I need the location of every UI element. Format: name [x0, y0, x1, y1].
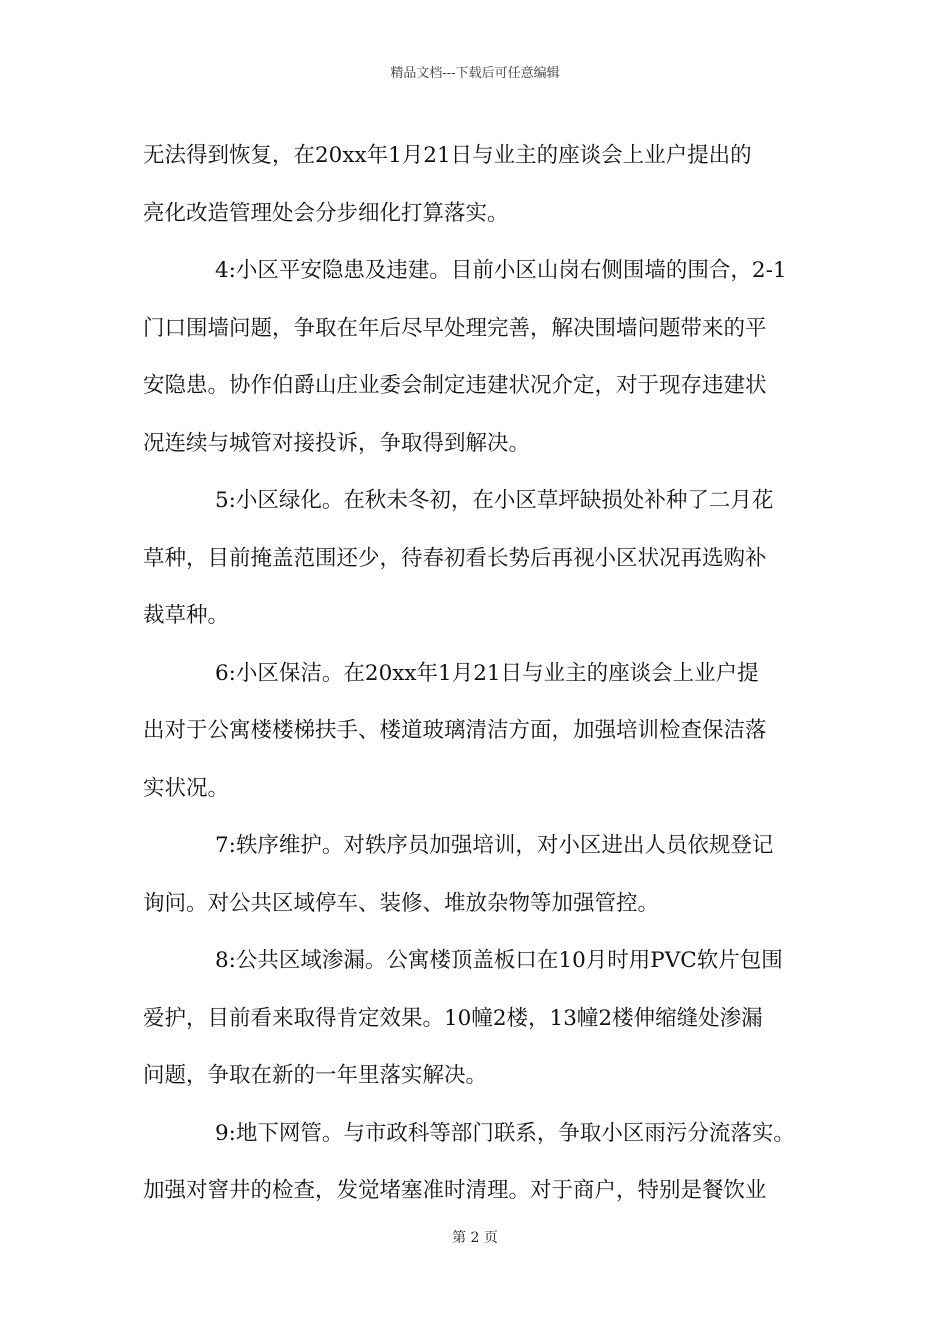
- text-line: 安隐患。协作伯爵山庄业委会制定违建状况介定，对于现存违建状: [143, 373, 767, 398]
- text-line: 8:公共区域渗漏。公寓楼顶盖板口在10月时用PVC软片包围: [215, 948, 783, 973]
- text-line: 问题，争取在新的一年里落实解决。: [143, 1063, 488, 1088]
- text-line: 6:小区保洁。在20xx年1月21日与业主的座谈会上业户提: [215, 660, 759, 686]
- text-line: 裁草种。: [143, 603, 230, 628]
- text-line: 无法得到恢复，在20xx年1月21日与业主的座谈会上业户提出的: [143, 143, 752, 168]
- text-line: 况连续与城管对接投诉，争取得到解决。: [143, 430, 531, 456]
- text-line: 门口围墙问题，争取在年后尽早处理完善，解决围墙问题带来的平: [143, 315, 767, 341]
- text-line: 5:小区绿化。在秋未冬初，在小区草坪缺损处补种了二月花: [215, 488, 774, 513]
- text-line: 9:地下网管。与市政科等部门联系，争取小区雨污分流落实。: [215, 1120, 795, 1146]
- text-line: 草种，目前掩盖范围还少，待春初看长势后再视小区状况再选购补: [143, 545, 767, 571]
- text-line: 实状况。: [143, 775, 230, 801]
- text-line: 出对于公寓楼楼梯扶手、楼道玻璃清洁方面，加强培训检查保洁落: [143, 718, 767, 743]
- text-line: 加强对窨井的检查，发觉堵塞准时清理。对于商户，特别是餐饮业: [143, 1178, 767, 1203]
- text-line: 4:小区平安隐患及违建。目前小区山岗右侧围墙的围合，2-1: [215, 258, 787, 283]
- text-line: 7:轶序维护。对轶序员加强培训，对小区进出人员依规登记: [215, 833, 774, 858]
- page-header: 精品文档---下载后可任意编辑: [390, 66, 560, 81]
- text-line: 爱护，目前看来取得肯定效果。10幢2楼，13幢2楼伸缩缝处渗漏: [143, 1005, 763, 1031]
- text-line: 亮化改造管理处会分步细化打算落实。: [143, 200, 509, 226]
- document-body: [143, 127, 811, 1220]
- text-line: 询问。对公共区域停车、装修、堆放杂物等加强管控。: [143, 890, 660, 916]
- page-number: 第 2 页: [452, 1230, 498, 1246]
